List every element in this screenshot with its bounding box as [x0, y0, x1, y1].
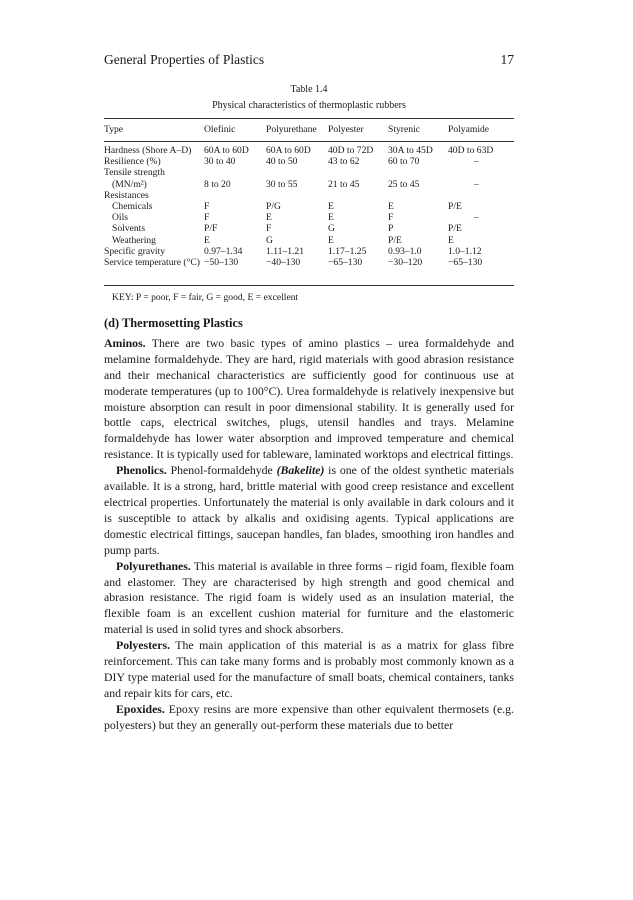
table-cell: 1.17–1.25	[328, 245, 367, 257]
table-row	[104, 179, 514, 190]
paragraph-text: There are two basic types of amino plastics – urea formaldehyde and melamine formaldehyde. They are hard, rigid materials with good abrasion resistance and their mechanical characteristics are sufficiently good for continuous use at moderate temperatures (up to 100°C). Urea formaldehyde is relatively inexpensive but moisture absorption can result in poor dimensional stability. It is generally used for bottle caps, electrical switches, plugs, utensil handles and trays. Melamine formaldehyde has lower water absorption and improved temperature and chemical resistance. It is typically used for tableware, laminated worktops and electrical fittings.	[104, 335, 514, 462]
table-cell: 0.93–1.0	[388, 245, 422, 257]
table-cell: E	[328, 234, 334, 246]
table-cell: E	[204, 234, 210, 246]
table-cell: P	[388, 223, 394, 235]
paragraph-text: Phenol-formaldehyde	[166, 463, 277, 478]
table-row	[104, 145, 514, 156]
running-header	[104, 52, 514, 70]
table-row	[104, 257, 514, 268]
table-cell: 21 to 45	[328, 178, 360, 190]
column-header: Olefinic	[204, 124, 236, 135]
table-cell: 30 to 40	[204, 156, 236, 168]
column-header: Type	[104, 124, 124, 135]
column-header: Styrenic	[388, 124, 420, 135]
table-cell: 60 to 70	[388, 156, 420, 168]
table-cell: P/F	[204, 223, 218, 235]
table-row	[104, 156, 514, 167]
row-label: Resilience (%)	[104, 156, 161, 168]
paragraph-phenolics	[104, 463, 514, 558]
table-cell: E	[328, 201, 334, 213]
table-cell: F	[204, 212, 210, 224]
table-row	[104, 246, 514, 257]
row-label: Solvents	[112, 223, 146, 235]
table-cell: 40D to 72D	[328, 145, 374, 156]
table-cell: −65–130	[328, 257, 363, 269]
row-label: Weathering	[112, 234, 156, 246]
table-cell: –	[474, 156, 479, 168]
table-cell: P/E	[448, 223, 462, 235]
table-cell: G	[328, 223, 335, 235]
table-cell: 8 to 20	[204, 178, 231, 190]
row-label: (MN/m²)	[112, 178, 147, 190]
table-caption: Physical characteristics of thermoplastic rubbers	[212, 100, 406, 111]
term-epoxides: Epoxides.	[116, 701, 165, 716]
table-cell: 1.0–1.12	[448, 245, 482, 257]
table-bottom-rule	[104, 285, 514, 286]
table-row	[104, 212, 514, 223]
row-label: Chemicals	[112, 201, 153, 213]
table-cell: 25 to 45	[388, 178, 420, 190]
paragraph-text: This material is available in three forms – rigid foam, flexible foam and elastomer. They are characterised by high strength and good chemical and abrasion resistance. The rigid foam is widely used as an insulation material, the flexible foam is an excellent cushion material for furniture and the elastomeric material is used in solid tyres and shock absorbers.	[104, 558, 514, 637]
table-cell: G	[266, 234, 273, 246]
paragraph-epoxides	[104, 702, 514, 734]
table-cell: 30 to 55	[266, 178, 298, 190]
table-cell: −30–120	[388, 257, 423, 269]
table-cell: E	[328, 212, 334, 224]
table-cell: P/E	[388, 234, 402, 246]
table-cell: 43 to 62	[328, 156, 360, 168]
table-row	[104, 190, 514, 201]
row-label: Tensile strength	[104, 167, 165, 179]
term-polyesters: Polyesters.	[116, 638, 171, 653]
table-cell: F	[204, 201, 210, 213]
paragraph-polyesters	[104, 638, 514, 702]
table-cell: E	[266, 212, 272, 224]
table-header-row	[104, 124, 514, 140]
row-label: Resistances	[104, 189, 149, 201]
row-label: Service temperature (°C)	[104, 257, 200, 269]
table-cell: −40–130	[266, 257, 301, 269]
table-cell: 0.97–1.34	[204, 245, 243, 257]
term-aminos: Aminos.	[104, 335, 146, 350]
table-cell: 60A to 60D	[204, 145, 249, 156]
table-cell: 40 to 50	[266, 156, 298, 168]
table-cell: E	[388, 201, 394, 213]
table-row	[104, 235, 514, 246]
table-number: Table 1.4	[290, 84, 328, 95]
table-key: KEY: P = poor, F = fair, G = good, E = excellent	[112, 292, 299, 303]
table-cell: –	[474, 212, 479, 224]
row-label: Oils	[112, 212, 128, 224]
table-row	[104, 223, 514, 234]
table-cell: P/E	[448, 201, 462, 213]
table-cell: P/G	[266, 201, 281, 213]
term-phenolics: Phenolics.	[116, 463, 167, 478]
table-row	[104, 167, 514, 178]
table-cell: E	[448, 234, 454, 246]
body-text	[104, 316, 514, 734]
table-cell: −50–130	[204, 257, 239, 269]
term-polyurethanes: Polyurethanes.	[116, 558, 191, 573]
running-title: General Properties of Plastics	[104, 52, 265, 67]
table-cell: 1.11–1.21	[266, 245, 305, 257]
paragraph-text: is one of the oldest synthetic materials available. It is a strong, hard, brittle material with good creep resistance and excellent electrical properties. Unfortunately the material is only available in dark colours and it is susceptible to attack by alkalis and oxidising agents. Typical applications are domestic electrical fittings, saucepan handles, fan blades, smoothing iron handles and pump parts.	[104, 463, 515, 557]
row-label: Specific gravity	[104, 245, 166, 257]
table-cell: –	[474, 178, 479, 190]
page-number: 17	[500, 52, 514, 67]
column-header: Polyester	[328, 124, 364, 135]
table-cell: −65–130	[448, 257, 483, 269]
row-label: Hardness (Shore A–D)	[104, 145, 192, 156]
paragraph-polyurethanes	[104, 559, 514, 639]
table-row	[104, 201, 514, 212]
table-top-rule	[104, 118, 514, 119]
table-cell: 30A to 45D	[388, 145, 433, 156]
paragraph-text: Epoxy resins are more expensive than other equivalent thermosets (e.g. polyesters) but they an generally out-perform these materials due to better	[104, 701, 514, 732]
italic-term-bakelite: (Bakelite)	[276, 463, 325, 478]
table-cell: F	[388, 212, 394, 224]
table-cell: 40D to 63D	[448, 145, 494, 156]
paragraph-aminos	[104, 336, 514, 463]
column-header: Polyamide	[448, 124, 490, 135]
column-header: Polyurethane	[266, 124, 317, 135]
paragraph-text: The main application of this material is as a matrix for glass fibre reinforcement. This can take many forms and is probably most commonly known as a DIY type material used for the manufacture of small boats, chemical containers, tanks and repair kits for cars, etc.	[104, 638, 514, 700]
table-cell: F	[266, 223, 272, 235]
properties-table	[104, 124, 514, 268]
section-heading: (d) Thermosetting Plastics	[104, 316, 243, 330]
table-cell: 60A to 60D	[266, 145, 311, 156]
